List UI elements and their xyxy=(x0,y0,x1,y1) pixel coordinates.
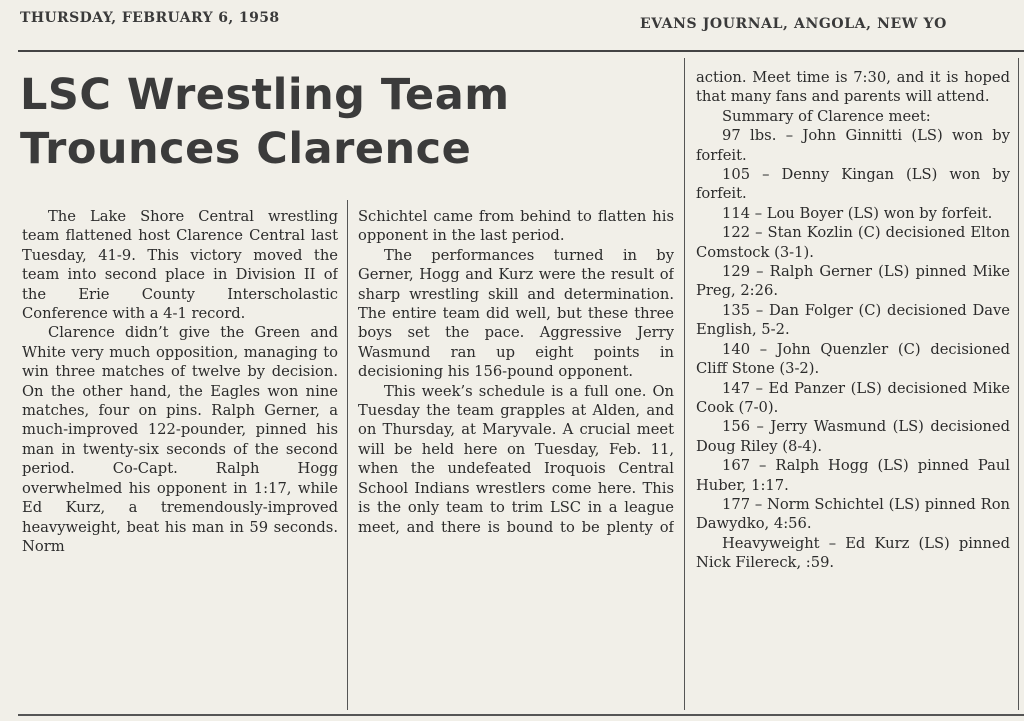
result-entry: 147 – Ed Panzer (LS) decisioned Mike Cook (7-0). xyxy=(696,379,1010,416)
dateline: THURSDAY, FEBRUARY 6, 1958 xyxy=(20,10,280,26)
result-entry: 105 – Denny Kingan (LS) won by forfeit. xyxy=(696,166,1010,203)
article-column-2 xyxy=(358,207,674,712)
column-rule-1 xyxy=(347,200,348,710)
paragraph: This week’s schedule is a full one. On Tuesday the team grapples at Alden, and on Thursday, at Maryvale. A crucial meet will be held here on Tuesday, Feb. 11, when the undefeated Iroquois Central School Indians wrestlers come here. This is the only team to trim LSC in a league meet, and there is bound to be plenty of xyxy=(358,382,674,536)
result-entry: 167 – Ralph Hogg (LS) pinned Paul Huber, 1:17. xyxy=(696,457,1010,494)
column-rule-2 xyxy=(684,58,685,710)
result-entry: 135 – Dan Folger (C) decisioned Dave English, 5-2. xyxy=(696,301,1010,339)
result-entry: 97 lbs. – John Ginnitti (LS) won by forfeit. xyxy=(696,127,1010,164)
article-column-3 xyxy=(696,68,1010,708)
paragraph: Schichtel came from behind to flatten his opponent in the last period. xyxy=(358,208,674,245)
top-rule xyxy=(18,50,1024,52)
article-column-1 xyxy=(22,207,338,712)
paragraph: The performances turned in by Gerner, Hogg and Kurz were the result of sharp wrestling skill and determination. The entire team did well, but these three boys set the pace. Aggressive Jerry Wasmund ran up eight points in decisioning his 156-pound opponent. xyxy=(358,246,674,381)
column-rule-3 xyxy=(1018,58,1019,710)
results-list xyxy=(696,126,1010,572)
headline xyxy=(20,68,680,176)
paragraph: Clarence didn’t give the Green and White very much opposition, managing to win three matches of twelve by decision. On the other hand, the Eagles won nine matches, four on pins. Ralph Gerner, a much-improved 122-pounder, pinned his man in twenty-six seconds of the second period. Co-Capt. Ralph Hogg overwhelmed his opponent in 1:17, while Ed Kurz, a tremendously-improved heavyweight, beat his man in 59 seconds. Norm xyxy=(22,324,338,555)
result-entry: 122 – Stan Kozlin (C) decisioned Elton Comstock (3-1). xyxy=(696,224,1010,261)
headline-line-1: LSC Wrestling Team xyxy=(20,70,510,120)
paragraph: action. Meet time is 7:30, and it is hoped that many fans and parents will attend. xyxy=(696,69,1010,106)
result-entry: 114 – Lou Boyer (LS) won by forfeit. xyxy=(722,204,993,222)
paragraph: The Lake Shore Central wrestling team flattened host Clarence Central last Tuesday, 41-9. This victory moved the team into second place in Division II of the Erie County Interscholastic Conference with a 4-1 record. xyxy=(22,208,338,323)
newspaper-masthead: EVANS JOURNAL, ANGOLA, NEW YO xyxy=(640,16,947,32)
result-entry: 129 – Ralph Gerner (LS) pinned Mike Preg, 2:26. xyxy=(696,263,1010,300)
bottom-rule xyxy=(18,714,1024,716)
result-entry: 177 – Norm Schichtel (LS) pinned Ron Dawydko, 4:56. xyxy=(696,495,1010,533)
result-entry: 140 – John Quenzler (C) decisioned Cliff Stone (3-2). xyxy=(696,340,1010,378)
result-entry: 156 – Jerry Wasmund (LS) decisioned Doug Riley (8-4). xyxy=(696,418,1010,455)
headline-line-2: Trounces Clarence xyxy=(20,124,472,174)
summary-title: Summary of Clarence meet: xyxy=(722,107,931,125)
result-entry: Heavyweight – Ed Kurz (LS) pinned Nick Filereck, :59. xyxy=(696,534,1010,572)
